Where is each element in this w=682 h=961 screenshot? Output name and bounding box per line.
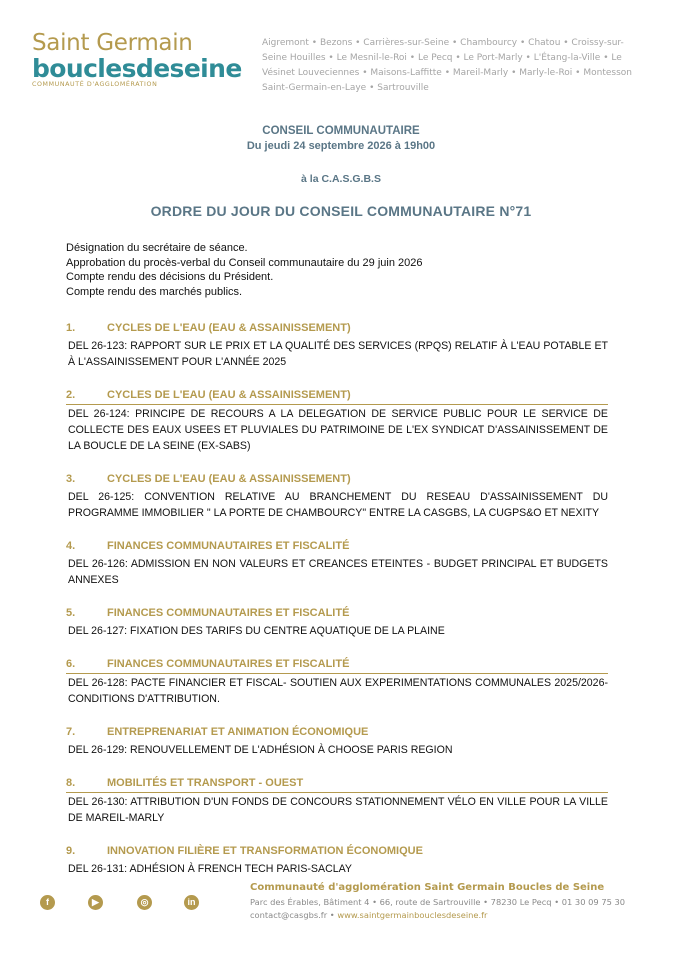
item-number: 2. xyxy=(66,389,76,401)
item-number: 9. xyxy=(66,845,76,857)
intro-line: Approbation du procès-verbal du Conseil communautaire du 29 juin 2026 xyxy=(66,256,423,269)
item-number: 8. xyxy=(66,777,76,789)
agenda-item xyxy=(66,321,608,370)
agenda-items xyxy=(66,321,608,895)
agenda-title: ORDRE DU JOUR DU CONSEIL COMMUNAUTAIRE N°71 xyxy=(150,203,532,219)
intro-line: Compte rendu des marchés publics. xyxy=(66,285,243,298)
agenda-item xyxy=(66,606,608,639)
agenda-item-heading xyxy=(66,844,608,860)
item-heading-text: CYCLES DE L'EAU (EAU & ASSAINISSEMENT) xyxy=(107,322,351,334)
item-number: 7. xyxy=(66,726,76,738)
instagram-icon[interactable]: ◎ xyxy=(137,895,152,910)
item-heading-text: FINANCES COMMUNAUTAIRES ET FISCALITÉ xyxy=(107,658,350,670)
footer-contact-line xyxy=(250,909,625,922)
meeting-place: à la C.A.S.G.B.S xyxy=(301,173,381,185)
agenda-item xyxy=(66,725,608,758)
agenda-item xyxy=(66,539,608,588)
agenda-item-heading xyxy=(66,776,608,793)
meeting-title: CONSEIL COMMUNAUTAIRE xyxy=(262,125,420,137)
item-heading-text: FINANCES COMMUNAUTAIRES ET FISCALITÉ xyxy=(107,607,350,619)
item-heading-text: CYCLES DE L'EAU (EAU & ASSAINISSEMENT) xyxy=(107,389,351,401)
linkedin-icon[interactable]: in xyxy=(184,895,199,910)
item-number: 5. xyxy=(66,607,76,619)
agenda-item-heading xyxy=(66,539,608,555)
item-description: DEL 26-130: ATTRIBUTION D'UN FONDS DE CONCOURS STATIONNEMENT VÉLO EN VILLE POUR LA VILLE DE MAREIL-MARLY xyxy=(68,796,608,824)
intro-line: Désignation du secrétaire de séance. xyxy=(66,242,248,254)
agenda-item-heading xyxy=(66,388,608,405)
footer-email[interactable]: contact@casgbs.fr • xyxy=(250,910,335,920)
member-towns-list: Aigremont • Bezons • Carrières-sur-Seine • Chambourcy • Chatou • Croissy-sur-Seine Houilles • Le Mesnil-le-Roi • Le Pecq • Le Port-Marly • L'Étang-la-Ville • Le Vésinet Louveciennes • Maisons-Laffitte • Mareil-Marly • Marly-le-Roi • Montesson Saint-Germain-en-Laye • Sartrouville xyxy=(262,38,632,93)
item-number: 3. xyxy=(66,473,76,485)
footer-address: Parc des Érables, Bâtiment 4 • 66, route de Sartrouville • 78230 Le Pecq • 01 30 09 75 30 xyxy=(250,897,626,907)
meeting-date: Du jeudi 24 septembre 2026 à 19h00 xyxy=(246,140,436,152)
item-heading-text: CYCLES DE L'EAU (EAU & ASSAINISSEMENT) xyxy=(107,473,351,485)
intro-line: Compte rendu des décisions du Président. xyxy=(66,271,274,283)
agenda-item-heading xyxy=(66,472,608,488)
item-description: DEL 26-126: ADMISSION EN NON VALEURS ET CREANCES ETEINTES - BUDGET PRINCIPAL ET BUDGETS ANNEXES xyxy=(68,558,608,586)
item-heading-text: MOBILITÉS ET TRANSPORT - OUEST xyxy=(107,777,304,789)
item-description: DEL 26-125: CONVENTION RELATIVE AU BRANCHEMENT DU RESEAU D'ASSAINISSEMENT DU PROGRAMME IMMOBILIER " LA PORTE DE CHAMBOURCY" ENTRE LA CASGBS, LA CUGPS&O ET NEXITY xyxy=(68,491,608,519)
agenda-item-heading xyxy=(66,606,608,622)
preliminary-items xyxy=(66,241,423,299)
agenda-item-heading xyxy=(66,725,608,741)
agenda-item-heading xyxy=(66,321,608,337)
footer-contact xyxy=(250,880,625,922)
logo-text-main: bouclesdeseine xyxy=(32,54,242,83)
item-heading-text: INNOVATION FILIÈRE ET TRANSFORMATION ÉCONOMIQUE xyxy=(107,845,423,857)
item-description: DEL 26-127: FIXATION DES TARIFS DU CENTRE AQUATIQUE DE LA PLAINE xyxy=(68,625,445,637)
agenda-item xyxy=(66,472,608,521)
logo-tagline: COMMUNAUTÉ D'AGGLOMÉRATION xyxy=(32,81,158,88)
item-number: 1. xyxy=(66,322,76,334)
item-heading-text: ENTREPRENARIAT ET ANIMATION ÉCONOMIQUE xyxy=(107,726,369,738)
footer-org-name: Communauté d'agglomération Saint Germain Boucles de Seine xyxy=(250,882,605,893)
footer-website-link[interactable]: www.saintgermainbouclesdeseine.fr xyxy=(337,910,488,920)
item-description: DEL 26-131: ADHÉSION À FRENCH TECH PARIS-SACLAY xyxy=(68,863,352,875)
item-description: DEL 26-128: PACTE FINANCIER ET FISCAL- SOUTIEN AUX EXPERIMENTATIONS COMMUNALES 2025/2026- CONDITIONS D'ATTRIBUTION. xyxy=(68,677,608,705)
agenda-item xyxy=(66,844,608,877)
logo-text-top: Saint Germain xyxy=(32,30,193,56)
item-description: DEL 26-123: RAPPORT SUR LE PRIX ET LA QUALITÉ DES SERVICES (RPQS) RELATIF À L'EAU POTABLE ET À L'ASSAINISSEMENT POUR L'ANNÉE 2025 xyxy=(68,340,608,368)
item-heading-text: FINANCES COMMUNAUTAIRES ET FISCALITÉ xyxy=(107,540,350,552)
agenda-item xyxy=(66,657,608,707)
meeting-title-block xyxy=(0,124,682,220)
agglomeration-logo xyxy=(32,30,242,89)
youtube-icon[interactable]: ▶ xyxy=(88,895,103,910)
agenda-item xyxy=(66,776,608,826)
agenda-item xyxy=(66,388,608,454)
item-number: 6. xyxy=(66,658,76,670)
agenda-item-heading xyxy=(66,657,608,674)
facebook-icon[interactable]: f xyxy=(40,895,55,910)
item-description: DEL 26-124: PRINCIPE DE RECOURS A LA DELEGATION DE SERVICE PUBLIC POUR LE SERVICE DE COLLECTE DES EAUX USEES ET PLUVIALES DU PATRIMOINE DE L'EX SYNDICAT D'ASSAINISSEMENT DE LA BOUCLE DE LA SEINE (EX-SABS) xyxy=(68,408,608,452)
item-number: 4. xyxy=(66,540,76,552)
item-description: DEL 26-129: RENOUVELLEMENT DE L'ADHÉSION À CHOOSE PARIS REGION xyxy=(68,744,453,756)
